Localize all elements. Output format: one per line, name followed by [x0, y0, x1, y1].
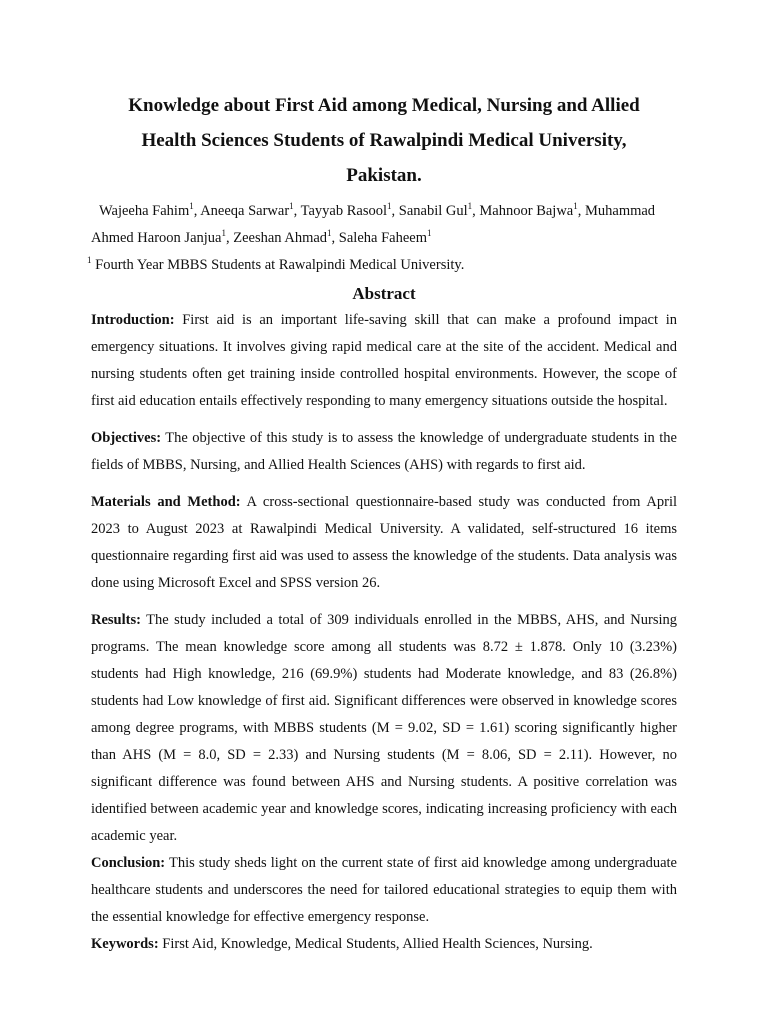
author-affiliation-mark: 1: [289, 201, 294, 212]
conclusion-text: This study sheds light on the current state of first aid knowledge among undergraduate healthcare students and underscores the need for tailored educational strategies to equip them with the essential knowledge for effective emergency response.: [91, 855, 677, 925]
results-paragraph: [91, 607, 677, 850]
abstract-heading: Abstract: [352, 284, 416, 303]
keywords-label: Keywords:: [91, 936, 159, 952]
author-affiliation-mark: 1: [327, 228, 332, 239]
conclusion-label: Conclusion:: [91, 855, 166, 871]
author-name: Tayyab Rasool: [300, 203, 388, 219]
affiliation-text: Fourth Year MBBS Students at Rawalpindi Medical University.: [95, 257, 465, 273]
objectives-text: The objective of this study is to assess the knowledge of undergraduate students in the fields of MBBS, Nursing, and Allied Health Sciences (AHS) with regards to first aid.: [91, 430, 677, 473]
author-affiliation-mark: 1: [467, 201, 473, 212]
results-text: The study included a total of 309 individuals enrolled in the MBBS, AHS, and Nursing programs. The mean knowledge score among all students was 8.72 ± 1.878. Only 10 (3.23%) students had High knowledge, 216 (69.9%) students had Moderate knowledge, and 83 (26.8%) students had Low knowledge of first aid. Significant differences were observed in knowledge scores among degree programs, with MBBS students (M = 9.02, SD = 1.61) scoring significantly higher than AHS (M = 8.0, SD = 2.33) and Nursing students (M = 8.06, SD = 2.11). However, no significant difference was found between AHS and Nursing students. A positive correlation was identified between academic year and knowledge scores, indicating increasing proficiency with each academic year.: [91, 612, 677, 844]
introduction-paragraph: [91, 307, 677, 415]
introduction-label: Introduction:: [91, 312, 175, 328]
methods-paragraph: [91, 489, 677, 597]
keywords-text: First Aid, Knowledge, Medical Students, Allied Health Sciences, Nursing.: [162, 936, 593, 952]
author-affiliation-mark: 1: [387, 201, 392, 212]
author-name: Wajeeha Fahim: [99, 203, 190, 219]
author-name: Aneeqa Sarwar: [200, 203, 290, 219]
author-name: Sanabil Gul: [398, 203, 468, 219]
author-affiliation-mark: 1: [426, 228, 432, 239]
author-affiliation-mark: 1: [573, 201, 578, 212]
keywords-paragraph: [91, 931, 677, 958]
author-name: Saleha Faheem: [338, 230, 427, 246]
methods-text: A cross-sectional questionnaire-based study was conducted from April 2023 to August 2023 at Rawalpindi Medical University. A validated, self-structured 16 items questionnaire regarding first aid was used to assess the knowledge of the students. Data analysis was done using Microsoft Excel and SPSS version 26.: [91, 494, 678, 591]
author-name: Zeeshan Ahmad: [233, 230, 328, 246]
author-affiliation-mark: 1: [221, 228, 226, 239]
methods-label: Materials and Method:: [91, 494, 241, 510]
results-label: Results:: [91, 612, 141, 628]
conclusion-paragraph: [91, 850, 677, 931]
author-affiliation-mark: 1: [189, 201, 194, 212]
objectives-label: Objectives:: [91, 430, 162, 446]
paper-title: Knowledge about First Aid among Medical, Nursing and Allied Health Sciences Students of Rawalpindi Medical University, Pakistan.: [128, 95, 640, 186]
affiliation: [87, 252, 677, 279]
objectives-paragraph: [91, 425, 677, 479]
author-list: Wajeeha Fahim$^1$, Aneeqa Sarwar$^1$, Tayyab Rasool$^1$, Sanabil Gul$^1$, Mahnoor Bajwa$^1$, Muhammad Ahmed Haroon Janjua$^1$, Zeeshan Ahmad$^1$, Saleha Faheem$^1$: [91, 201, 656, 246]
author-name: Muhammad Ahmed Haroon Janjua: [91, 203, 656, 246]
author-name: Mahnoor Bajwa: [479, 203, 574, 219]
affiliation-mark: 1: [87, 255, 92, 266]
introduction-text: First aid is an important life-saving skill that can make a profound impact in emergency situations. It involves giving rapid medical care at the site of the accident. Medical and nursing students often get training inside controlled hospital environments. However, the scope of first aid education entails effectively responding to many emergency situations outside the hospital.: [91, 312, 677, 409]
